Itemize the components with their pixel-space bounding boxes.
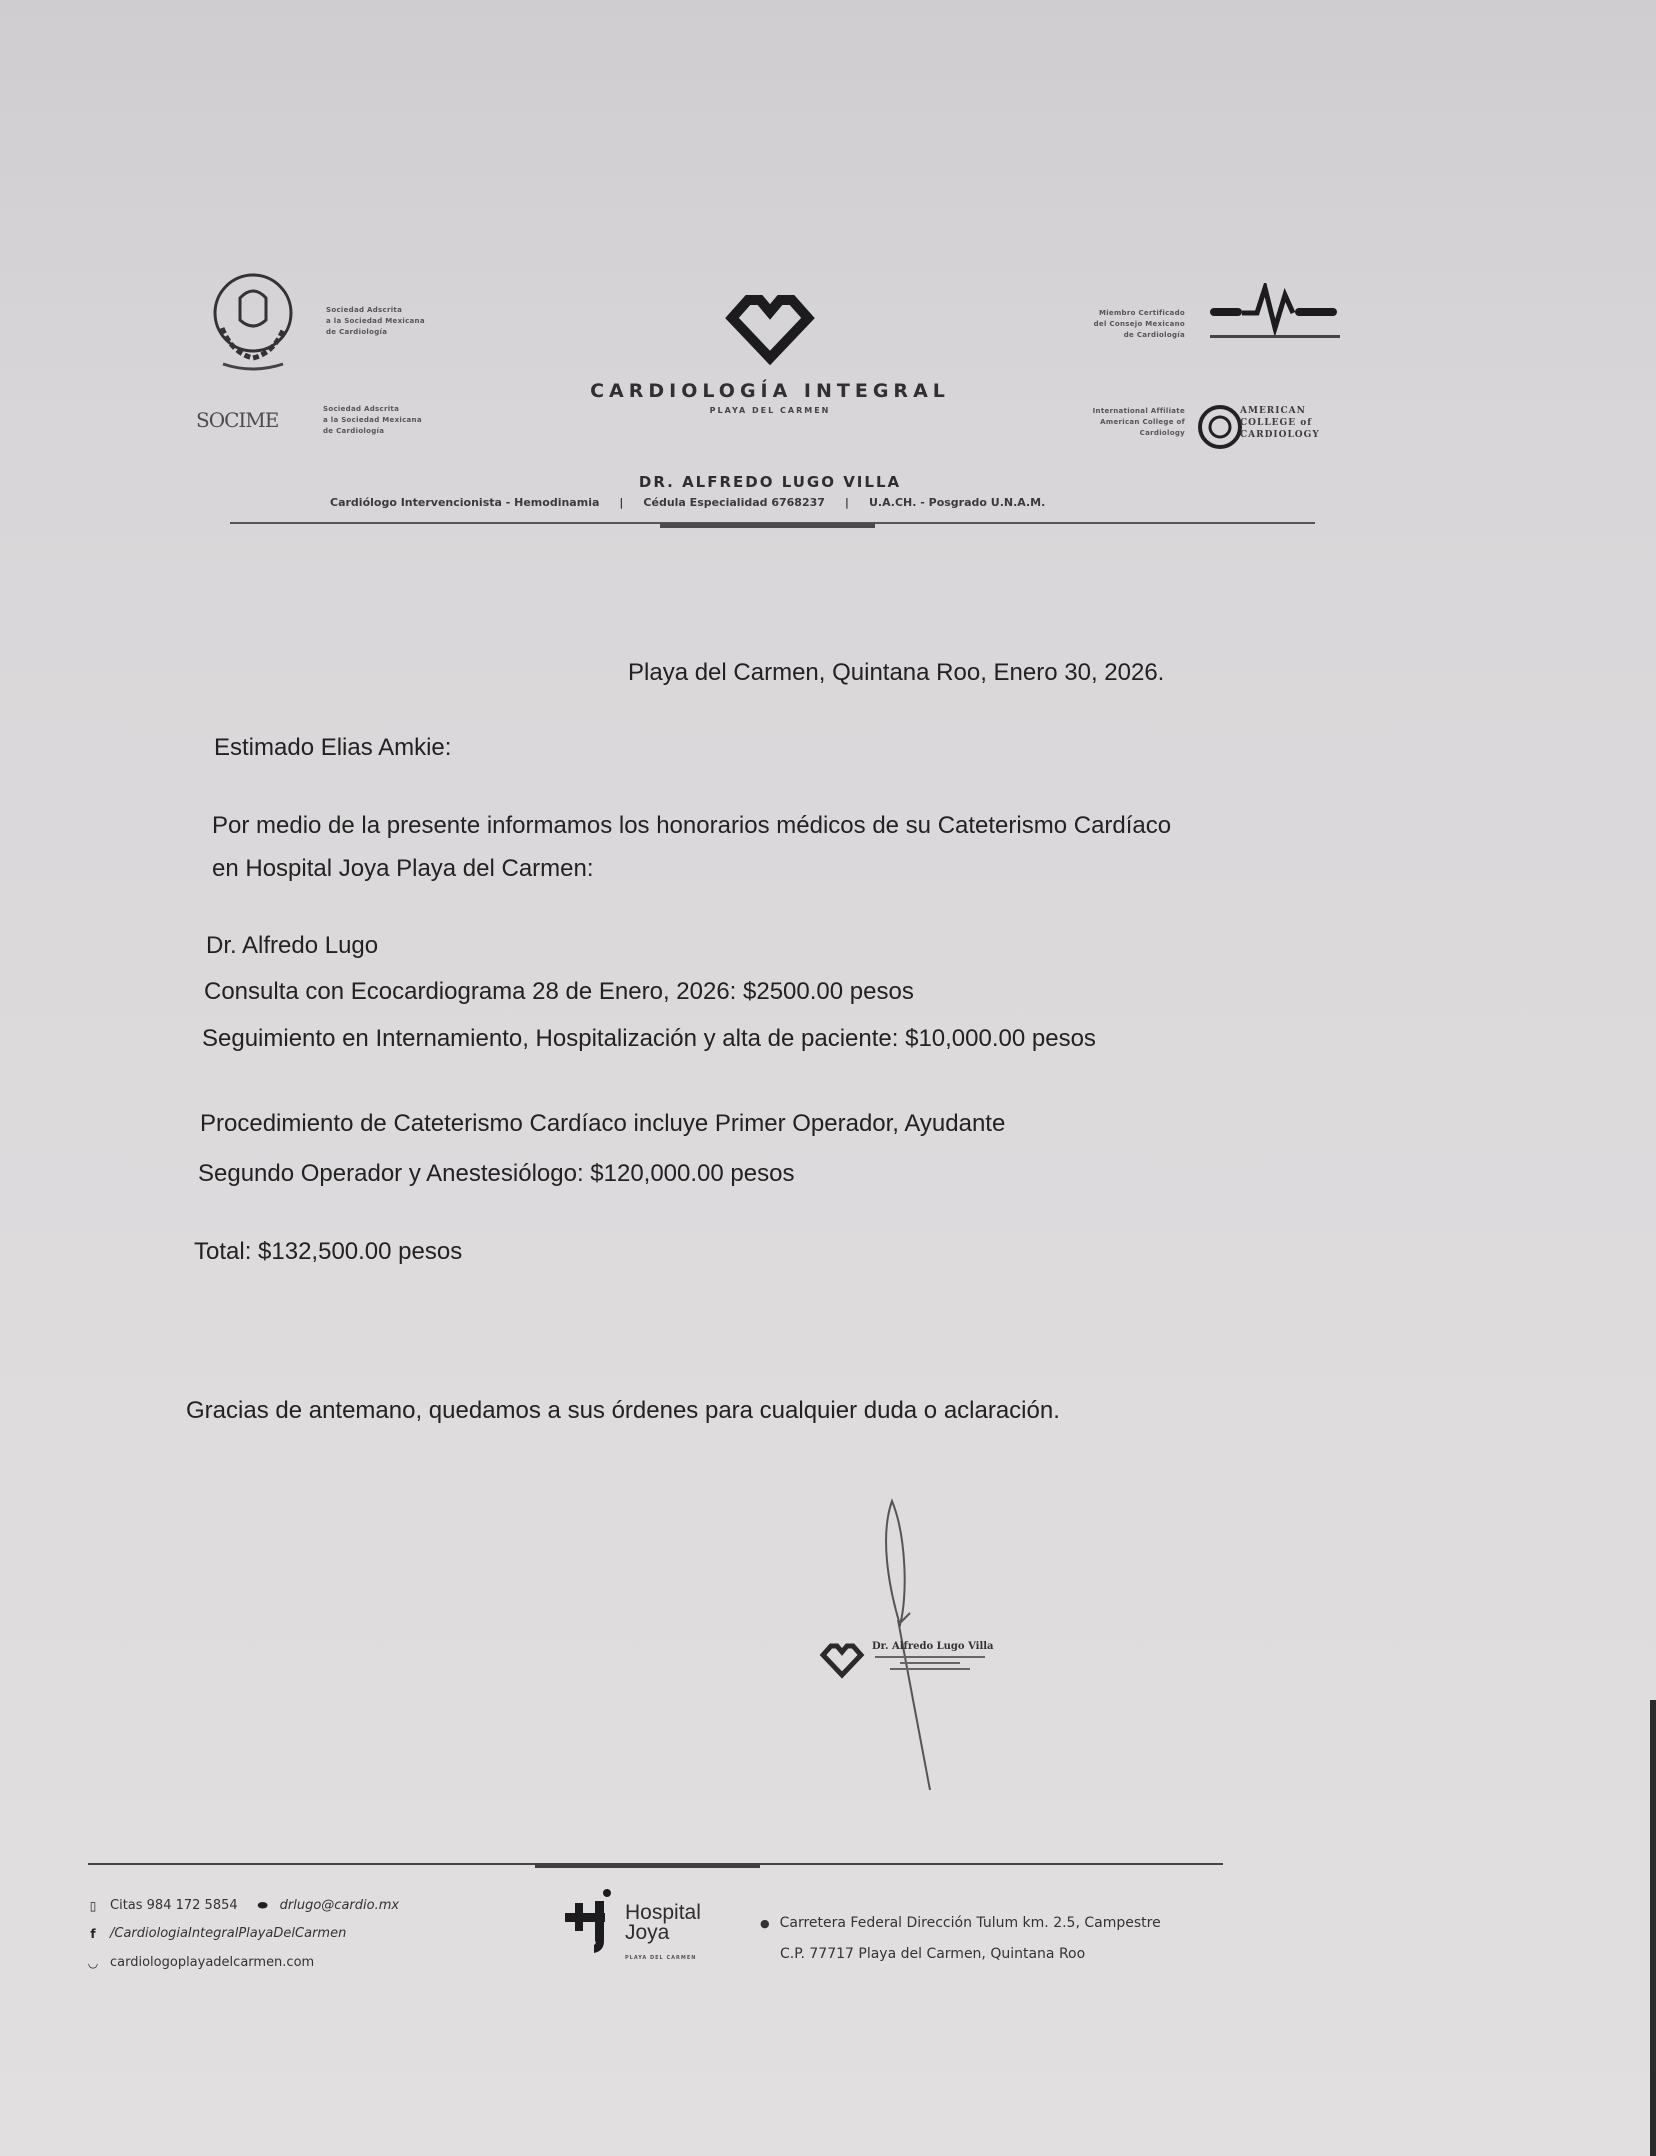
hospital-joya-logo-icon [565, 1887, 611, 1955]
acc-logo-text: AMERICAN COLLEGE of CARDIOLOGY [1240, 406, 1320, 440]
hospital-subtitle: PLAYA DEL CARMEN [625, 1955, 697, 1961]
credential-education: U.A.CH. - Posgrado U.N.A.M. [868, 496, 1046, 509]
doctor-credentials: Cardiólogo Intervencionista - Hemodinamia | Cédula Especialidad 6768237 | U.A.CH. - Posgrado U.N.A.M. [330, 496, 1046, 509]
cmc-logo-icon [1205, 283, 1350, 353]
intro-line-2: en Hospital Joya Playa del Carmen: [212, 855, 594, 882]
brand-name: CARDIOLOGÍA INTEGRAL [590, 380, 950, 402]
hospital-name: Hospital Joya [625, 1901, 701, 1944]
page-edge-shadow [1650, 1700, 1656, 2156]
acc-affiliation-text: International Affiliate American College of Cardiology [1092, 407, 1185, 437]
closing-text: Gracias de antemano, quedamos a sus órdenes para cualquier duda o aclaración. [186, 1397, 1060, 1424]
footer-website-line [86, 1955, 314, 1970]
header-divider-accent [660, 523, 875, 528]
footer-contact-line [86, 1898, 399, 1913]
fee-hospital-followup: Seguimiento en Internamiento, Hospitalización y alta de paciente: $10,000.00 pesos [202, 1025, 1096, 1052]
stamp-heart-icon [818, 1640, 866, 1680]
procedure-line-2: Segundo Operador y Anestesiólogo: $120,000.00 pesos [198, 1160, 795, 1187]
procedure-line-1: Procedimiento de Cateterismo Cardíaco incluye Primer Operador, Ayudante [200, 1110, 1006, 1137]
footer-divider-accent [535, 1863, 760, 1868]
phone-icon: ▯ [89, 1898, 97, 1913]
footer-website[interactable]: cardiologoplayadelcarmen.com [110, 1955, 315, 1970]
email-icon: ⬬ [257, 1898, 268, 1912]
intro-line-1: Por medio de la presente informamos los honorarios médicos de su Cateterismo Cardíaco [212, 812, 1172, 839]
brand-subtitle: PLAYA DEL CARMEN [709, 406, 831, 415]
credential-specialty: Cardiólogo Intervencionista - Hemodinamia [330, 496, 600, 509]
total-amount: Total: $132,500.00 pesos [194, 1238, 463, 1265]
socime-affiliation-text: Sociedad Adscrita a la Sociedad Mexicana de Cardiología [323, 405, 422, 435]
cmc-affiliation-text: Miembro Certificado del Consejo Mexicano de Cardiología [1093, 309, 1185, 339]
address-line-2: C.P. 77717 Playa del Carmen, Quintana Roo [780, 1946, 1086, 1962]
address-line-1: Carretera Federal Dirección Tulum km. 2.5, Campestre [779, 1915, 1161, 1931]
society-crest-icon [208, 268, 298, 374]
socime-logo-icon: SOCIME [196, 408, 279, 432]
stamp-credential-lines [872, 1656, 987, 1674]
doctor-name: DR. ALFREDO LUGO VILLA [638, 473, 902, 491]
stamp-doctor-name: Dr. Alfredo Lugo Villa [872, 1641, 994, 1652]
footer-facebook[interactable]: /CardiologiaIntegralPlayaDelCarmen [110, 1926, 347, 1941]
footer-email[interactable]: drlugo@cardio.mx [279, 1898, 400, 1913]
facebook-icon: f [90, 1926, 96, 1941]
location-pin-icon: ● [760, 1917, 770, 1930]
crest-affiliation-text: Sociedad Adscrita a la Sociedad Mexicana de Cardiología [326, 306, 425, 336]
place-date: Playa del Carmen, Quintana Roo, Enero 30, 2026. [628, 659, 1165, 686]
physician-name: Dr. Alfredo Lugo [206, 932, 379, 959]
footer-facebook-line [86, 1926, 346, 1941]
fee-consultation: Consulta con Ecocardiograma 28 de Enero, 2026: $2500.00 pesos [204, 978, 914, 1005]
website-icon: ◡ [87, 1955, 99, 1970]
brand-heart-logo-icon [722, 288, 818, 368]
credential-license: Cédula Especialidad 6768237 [643, 496, 825, 509]
footer-address [760, 1908, 1161, 1969]
footer-phone[interactable]: Citas 984 172 5854 [110, 1898, 238, 1913]
salutation: Estimado Elias Amkie: [214, 734, 452, 761]
